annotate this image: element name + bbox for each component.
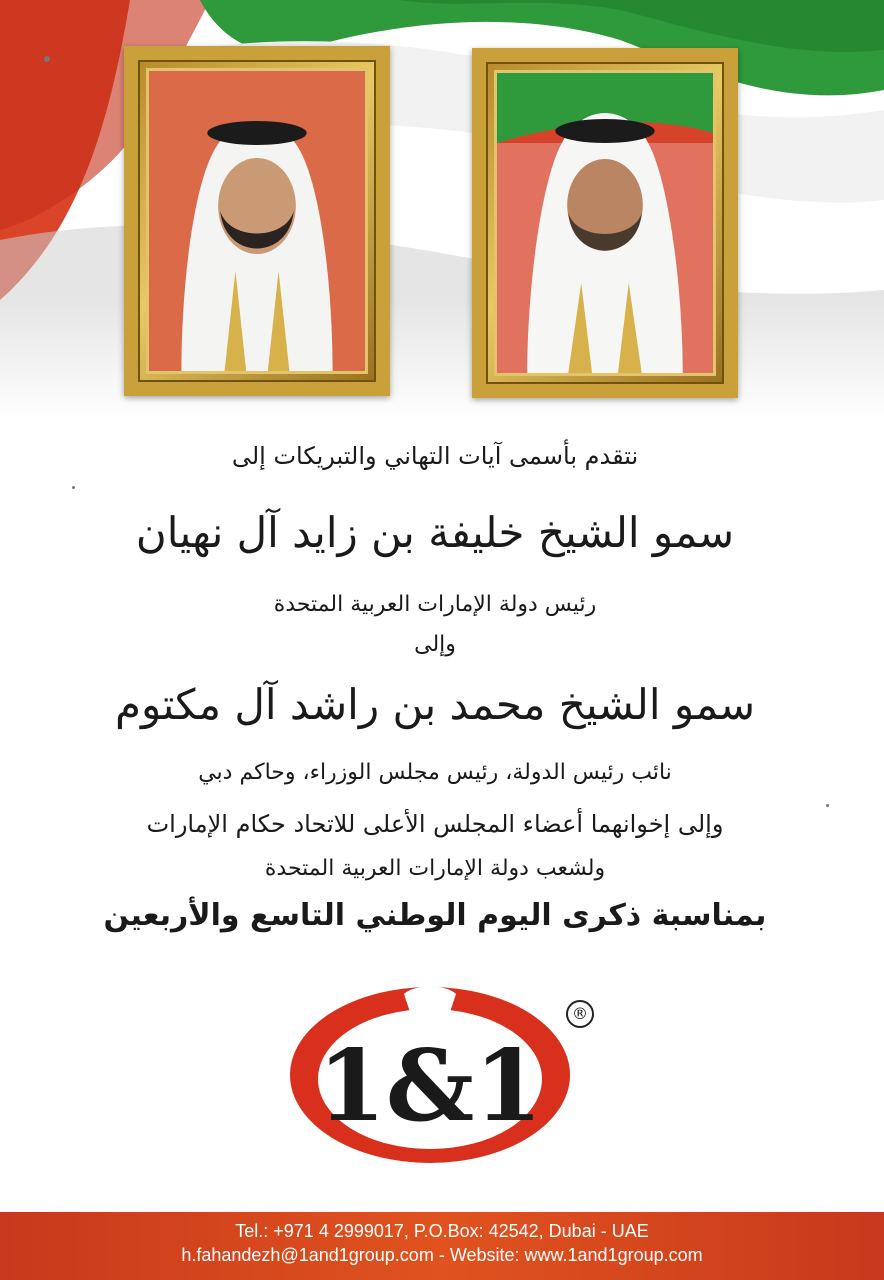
sheikh-mohammed-name: سمو الشيخ محمد بن راشد آل مكتوم — [114, 680, 756, 729]
registered-mark: ® — [566, 1000, 594, 1028]
greeting-intro: نتقدم بأسمى آيات التهاني والتبريكات إلى — [231, 442, 639, 470]
logo-text: 1&1 — [317, 1029, 543, 1144]
portrait-left — [146, 68, 368, 374]
portrait-frame-left — [124, 46, 390, 396]
footer-bar — [0, 1212, 884, 1280]
footer-web-line: h.fahandezh@1and1group.com - Website: www.1and1group.com — [181, 1245, 703, 1265]
portrait-frame-right — [472, 48, 738, 398]
people-line: ولشعب دولة الإمارات العربية المتحدة — [264, 856, 606, 881]
sheikh-khalifa-title: رئيس دولة الإمارات العربية المتحدة — [273, 592, 597, 617]
speck — [44, 56, 50, 62]
national-day-occasion: بمناسبة ذكرى اليوم الوطني التاسع والأربعين — [103, 898, 767, 933]
footer-contact-line: Tel.: +971 4 2999017, P.O.Box: 42542, Dubai - UAE — [235, 1221, 649, 1241]
speck — [826, 804, 829, 807]
speck — [72, 486, 75, 489]
portrait-right — [494, 70, 716, 376]
and-to-label: وإلى — [414, 632, 456, 657]
brothers-line: وإلى إخوانهما أعضاء المجلس الأعلى للاتحاد حكام الإمارات — [146, 810, 724, 838]
company-logo — [284, 982, 576, 1168]
sheikh-khalifa-name: سمو الشيخ خليفة بن زايد آل نهيان — [135, 508, 735, 557]
sheikh-mohammed-title: نائب رئيس الدولة، رئيس مجلس الوزراء، وحاكم دبي — [198, 760, 672, 785]
